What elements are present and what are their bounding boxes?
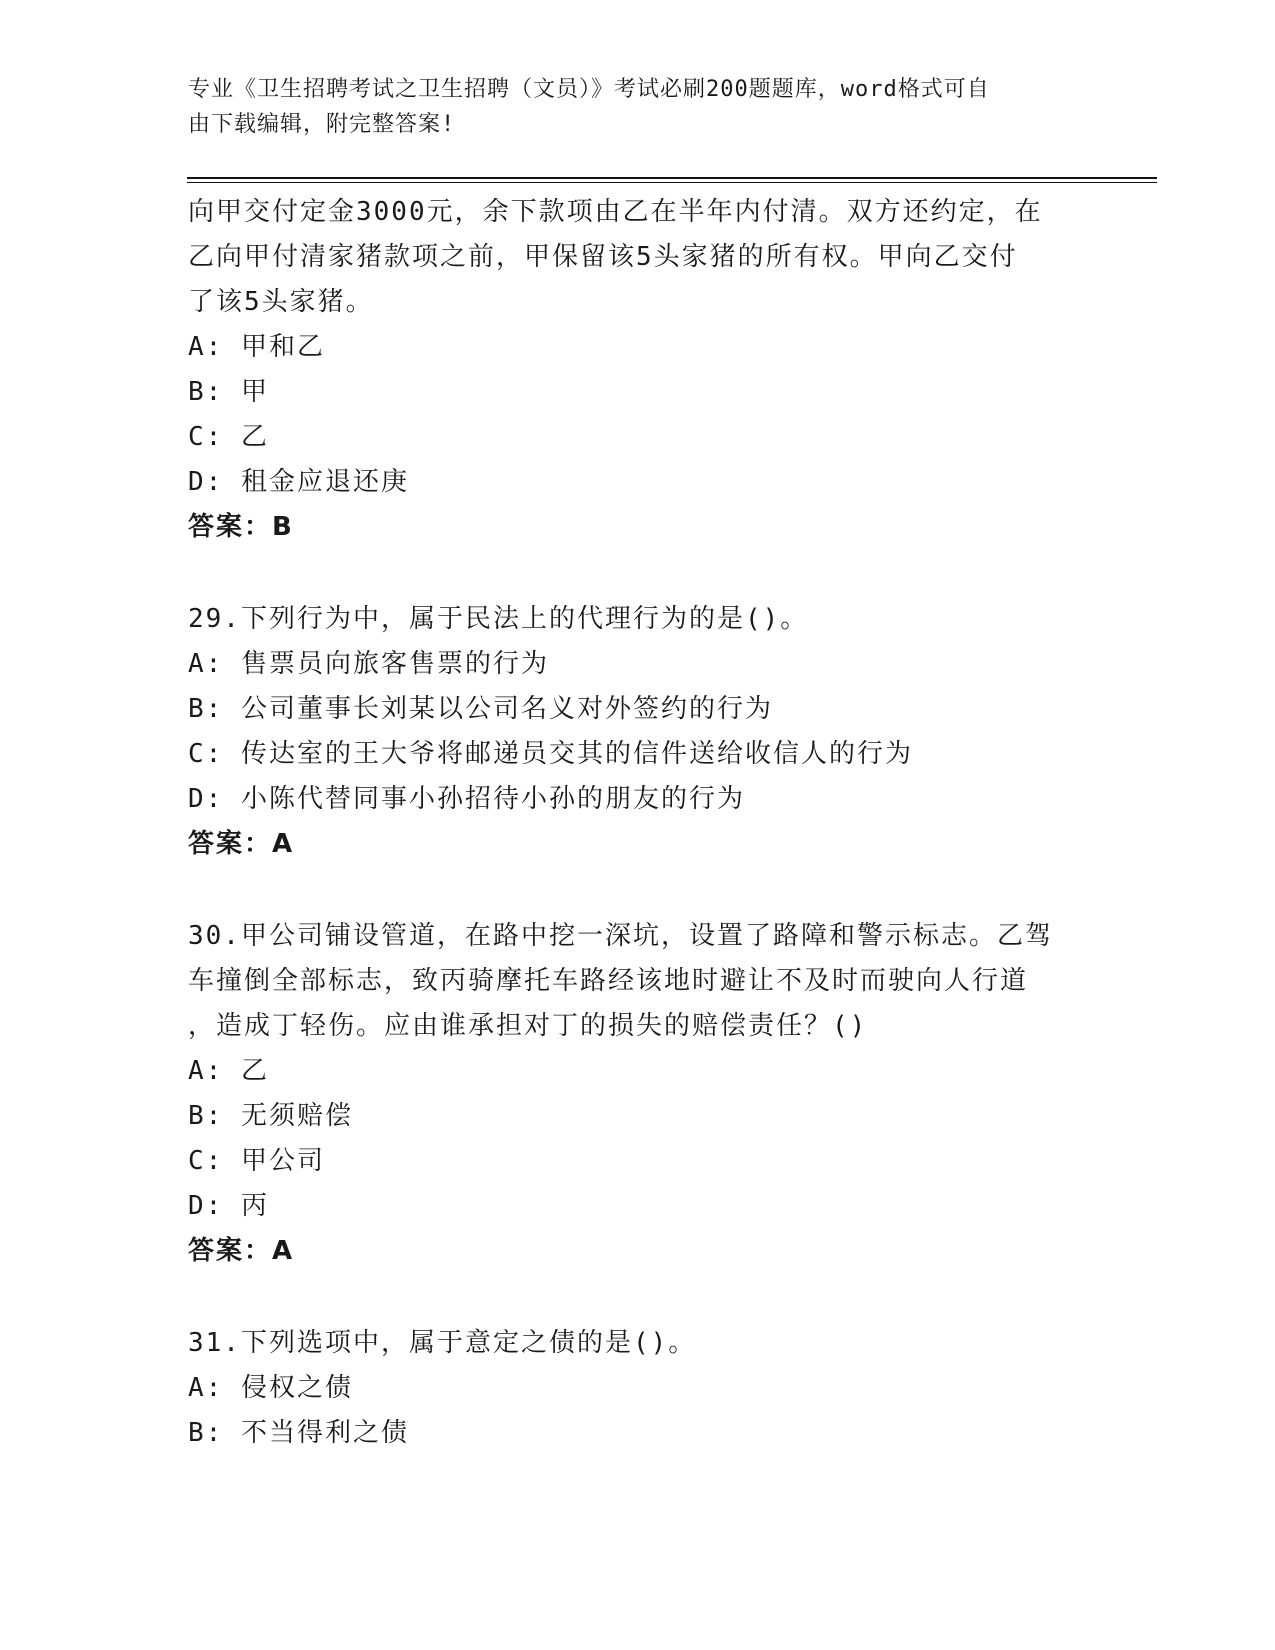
answer-text: 答案：B <box>188 512 294 542</box>
header-divider-thin <box>187 182 1157 183</box>
question-text-line: 31.下列选项中，属于意定之债的是()。 <box>188 1328 697 1358</box>
option-a: A: 侵权之债 <box>188 1373 353 1403</box>
option-c: C: 甲公司 <box>188 1146 325 1176</box>
document-header <box>188 72 1068 142</box>
header-title-line-2: 由下载编辑，附完整答案! <box>188 112 456 137</box>
question-text-line: ，造成丁轻伤。应由谁承担对丁的损失的赔偿责任？() <box>188 1011 868 1041</box>
question-31 <box>188 1321 1088 1456</box>
question-text-line: 29.下列行为中，属于民法上的代理行为的是()。 <box>188 604 809 634</box>
option-c: C: 乙 <box>188 422 269 452</box>
question-text-line: 了该5头家猪。 <box>188 287 374 317</box>
option-b: B: 不当得利之债 <box>188 1418 409 1448</box>
question-28 <box>188 190 1088 550</box>
option-c: C: 传达室的王大爷将邮递员交其的信件送给收信人的行为 <box>188 739 913 769</box>
option-b: B: 无须赔偿 <box>188 1101 353 1131</box>
option-d: D: 租金应退还庚 <box>188 467 409 497</box>
question-text-line: 车撞倒全部标志，致丙骑摩托车路经该地时避让不及时而驶向人行道 <box>188 966 1029 996</box>
document-body <box>188 190 1088 1456</box>
option-a: A: 甲和乙 <box>188 332 325 362</box>
question-text-line: 30.甲公司铺设管道，在路中挖一深坑，设置了路障和警示标志。乙驾 <box>188 921 1053 951</box>
question-text-line: 向甲交付定金3000元，余下款项由乙在半年内付清。双方还约定，在 <box>188 197 1043 227</box>
answer-text: 答案：A <box>188 829 295 859</box>
option-a: A: 售票员向旅客售票的行为 <box>188 649 549 679</box>
header-title-line-1: 专业《卫生招聘考试之卫生招聘（文员）》考试必刷200题题库，word格式可自 <box>188 77 990 102</box>
option-b: B: 公司董事长刘某以公司名义对外签约的行为 <box>188 694 773 724</box>
option-d: D: 丙 <box>188 1191 269 1221</box>
option-d: D: 小陈代替同事小孙招待小孙的朋友的行为 <box>188 784 745 814</box>
header-divider-thick <box>187 177 1157 179</box>
answer-text: 答案：A <box>188 1236 295 1266</box>
option-a: A: 乙 <box>188 1056 269 1086</box>
question-29 <box>188 597 1088 867</box>
question-text-line: 乙向甲付清家猪款项之前，甲保留该5头家猪的所有权。甲向乙交付 <box>188 242 1018 272</box>
question-30 <box>188 914 1088 1274</box>
option-b: B: 甲 <box>188 377 269 407</box>
